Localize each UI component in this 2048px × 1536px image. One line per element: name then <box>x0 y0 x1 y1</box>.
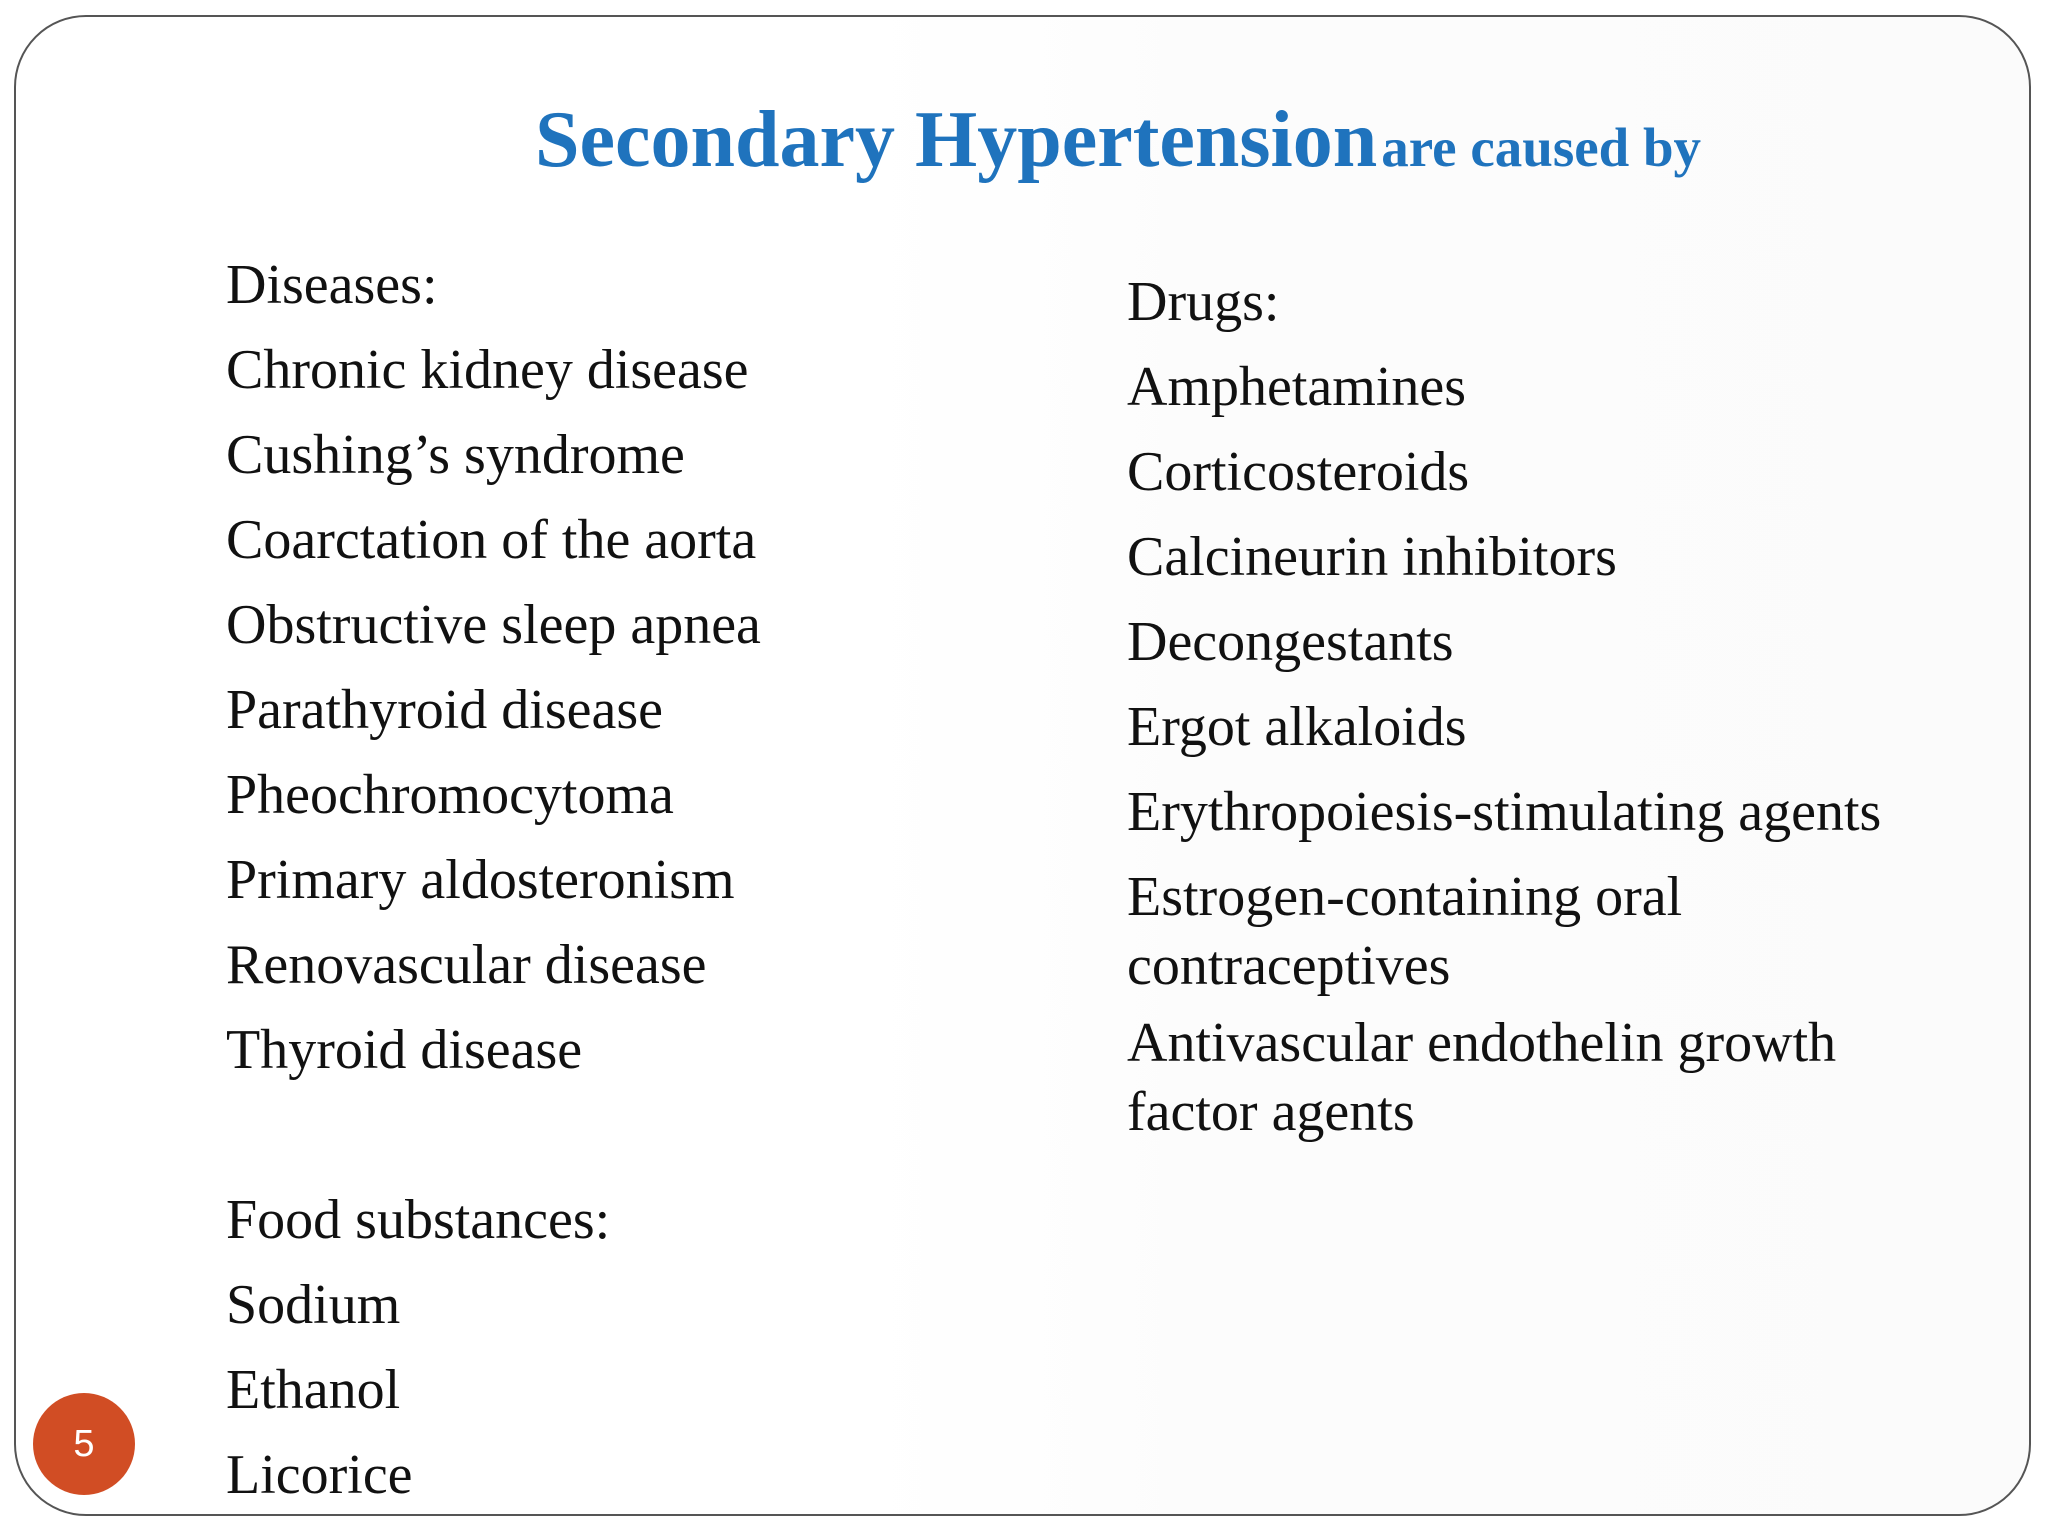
disease-item: Parathyroid disease <box>226 679 663 741</box>
drug-item-line: Antivascular endothelin growth <box>1127 1012 1837 1074</box>
drug-item-line: factor agents <box>1127 1081 1415 1143</box>
title-main: Secondary Hypertension <box>535 96 1378 184</box>
disease-item: Chronic kidney disease <box>226 339 749 401</box>
left-column <box>226 243 761 1518</box>
drug-item-line: Estrogen-containing oral <box>1127 866 1683 928</box>
disease-item: Thyroid disease <box>226 1019 583 1081</box>
right-column <box>1127 260 1881 1155</box>
disease-item: Pheochromocytoma <box>226 764 674 826</box>
food-item: Licorice <box>226 1444 413 1506</box>
drug-item: Amphetamines <box>1127 356 1467 418</box>
disease-item: Cushing’s syndrome <box>226 424 685 486</box>
food-heading: Food substances: <box>226 1189 611 1251</box>
food-item: Ethanol <box>226 1359 401 1421</box>
food-item: Sodium <box>226 1274 401 1336</box>
drug-item-wrapped <box>1127 863 1881 1001</box>
title-suffix: are caused by <box>1381 117 1702 178</box>
drugs-heading: Drugs: <box>1127 271 1280 333</box>
page-number-badge: 5 <box>33 1393 135 1495</box>
disease-item: Coarctation of the aorta <box>226 509 757 571</box>
drug-item: Decongestants <box>1127 611 1454 673</box>
diseases-heading: Diseases: <box>226 254 438 316</box>
section-spacer <box>226 1093 761 1178</box>
drug-item: Corticosteroids <box>1127 441 1470 503</box>
drug-item-line: contraceptives <box>1127 935 1451 997</box>
drug-item: Erythropoiesis-stimulating agents <box>1127 781 1882 843</box>
disease-item: Primary aldosteronism <box>226 849 735 911</box>
drug-item: Calcineurin inhibitors <box>1127 526 1617 588</box>
slide-title <box>535 95 1701 186</box>
disease-item: Obstructive sleep apnea <box>226 594 761 656</box>
disease-item: Renovascular disease <box>226 934 707 996</box>
drug-item: Ergot alkaloids <box>1127 696 1467 758</box>
drug-item-wrapped <box>1127 1009 1881 1147</box>
